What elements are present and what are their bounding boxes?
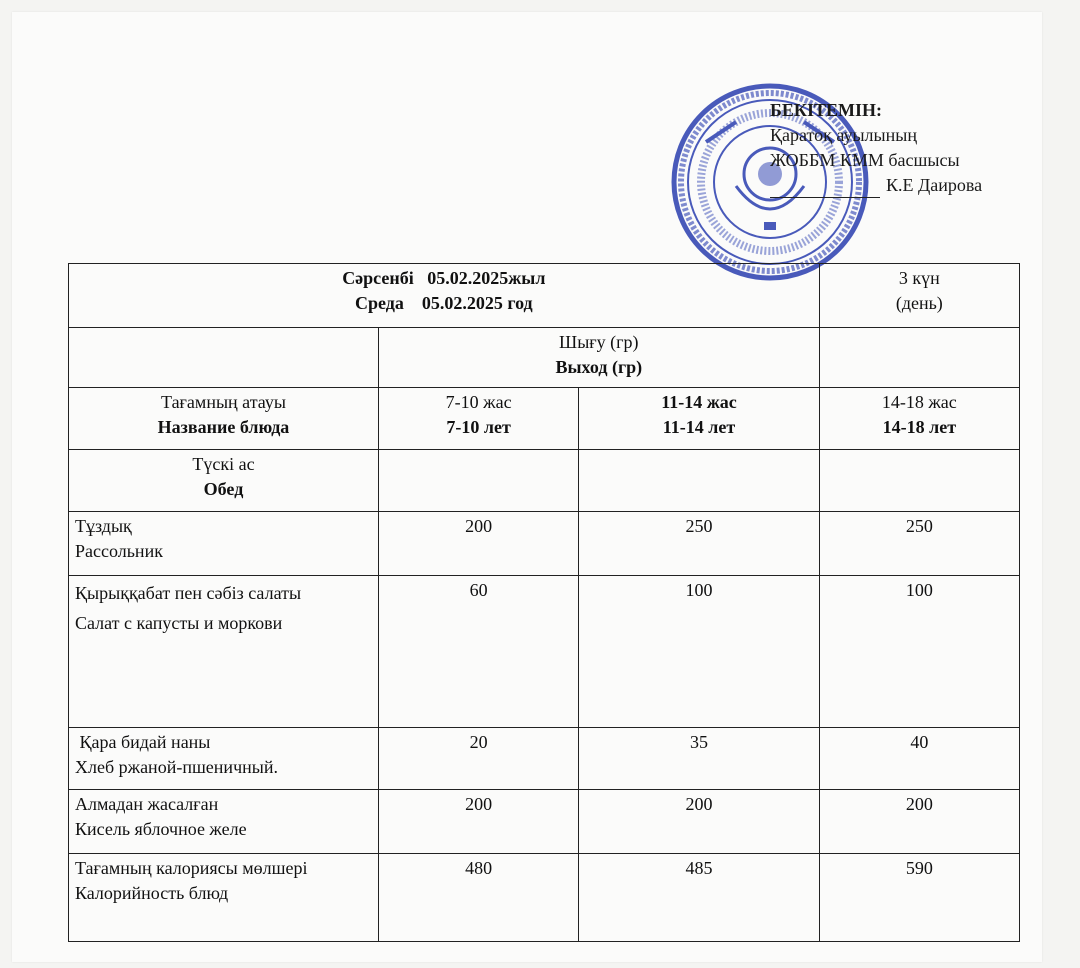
day-number-cell bbox=[819, 264, 1019, 328]
approval-line2: ЖОББМ КММ басшысы bbox=[770, 150, 960, 170]
dish-header-kz: Тағамның атауы bbox=[161, 392, 286, 412]
date-ru: Среда 05.02.2025 год bbox=[354, 293, 533, 313]
dish-name-kz: Тағамның калориясы мөлшері bbox=[75, 858, 308, 878]
dish-name-ru: Хлеб ржаной-пшеничный. bbox=[75, 757, 278, 777]
dish-cell bbox=[69, 854, 379, 942]
approval-line1: Қаратоқ ауылының bbox=[770, 125, 917, 145]
output-kz: Шығу (гр) bbox=[559, 332, 639, 352]
value-cell: 250 bbox=[579, 512, 819, 576]
age3-kz: 14-18 жас bbox=[881, 392, 957, 412]
age3-header bbox=[819, 388, 1019, 450]
dish-header-ru: Название блюда bbox=[157, 417, 290, 437]
date-cell bbox=[69, 264, 820, 328]
empty-cell bbox=[378, 450, 578, 512]
table-row bbox=[69, 576, 1020, 728]
dish-name-kz: Тұздық bbox=[75, 516, 132, 536]
value-cell: 200 bbox=[819, 790, 1019, 854]
meal-ru: Обед bbox=[203, 479, 244, 499]
approval-heading: БЕКІТЕМІН: bbox=[770, 100, 882, 120]
output-cell bbox=[378, 328, 819, 388]
dish-name-ru: Салат с капусты и моркови bbox=[75, 613, 283, 633]
value-cell: 20 bbox=[378, 728, 578, 790]
dish-name-header bbox=[69, 388, 379, 450]
meal-cell bbox=[69, 450, 379, 512]
output-ru: Выход (гр) bbox=[555, 357, 643, 377]
value-cell: 200 bbox=[579, 790, 819, 854]
value-cell: 200 bbox=[378, 790, 578, 854]
table-row bbox=[69, 264, 1020, 328]
dish-cell bbox=[69, 576, 379, 728]
value-cell: 100 bbox=[819, 576, 1019, 728]
approver-name: К.Е Даирова bbox=[886, 175, 983, 195]
day-number-kz: 3 күн bbox=[898, 268, 940, 288]
value-cell: 590 bbox=[819, 854, 1019, 942]
empty-cell bbox=[69, 328, 379, 388]
menu-table bbox=[68, 263, 1020, 942]
signature-line bbox=[770, 173, 982, 198]
table-row bbox=[69, 728, 1020, 790]
age3-ru: 14-18 лет bbox=[882, 417, 957, 437]
signature-blank bbox=[770, 181, 880, 198]
age2-ru: 11-14 лет bbox=[662, 417, 736, 437]
value-cell: 40 bbox=[819, 728, 1019, 790]
column-header-row bbox=[69, 388, 1020, 450]
age1-header bbox=[378, 388, 578, 450]
age2-header bbox=[579, 388, 819, 450]
table-row bbox=[69, 854, 1020, 942]
date-kz: Сәрсенбі 05.02.2025жыл bbox=[342, 268, 546, 288]
table-row bbox=[69, 790, 1020, 854]
age2-kz: 11-14 жас bbox=[661, 392, 737, 412]
meal-row bbox=[69, 450, 1020, 512]
empty-cell bbox=[819, 328, 1019, 388]
dish-name-ru: Калорийность блюд bbox=[75, 883, 229, 903]
value-cell: 250 bbox=[819, 512, 1019, 576]
dish-name-kz: Алмадан жасалған bbox=[75, 794, 219, 814]
dish-name-kz: Қара бидай наны bbox=[75, 732, 211, 752]
empty-cell bbox=[579, 450, 819, 512]
empty-cell bbox=[819, 450, 1019, 512]
value-cell: 100 bbox=[579, 576, 819, 728]
day-number-ru: (день) bbox=[895, 293, 943, 313]
dish-cell bbox=[69, 728, 379, 790]
value-cell: 60 bbox=[378, 576, 578, 728]
dish-cell bbox=[69, 512, 379, 576]
dish-name-ru: Кисель яблочное желе bbox=[75, 819, 247, 839]
dish-cell bbox=[69, 790, 379, 854]
value-cell: 200 bbox=[378, 512, 578, 576]
dish-name-kz: Қырыққабат пен сәбіз салаты bbox=[75, 583, 302, 603]
value-cell: 35 bbox=[579, 728, 819, 790]
age1-kz: 7-10 жас bbox=[445, 392, 512, 412]
approval-block bbox=[770, 98, 982, 198]
value-cell: 485 bbox=[579, 854, 819, 942]
table-row bbox=[69, 328, 1020, 388]
value-cell: 480 bbox=[378, 854, 578, 942]
table-row bbox=[69, 512, 1020, 576]
age1-ru: 7-10 лет bbox=[446, 417, 511, 437]
dish-name-ru: Рассольник bbox=[75, 541, 163, 561]
meal-kz: Түскі ас bbox=[192, 454, 255, 474]
